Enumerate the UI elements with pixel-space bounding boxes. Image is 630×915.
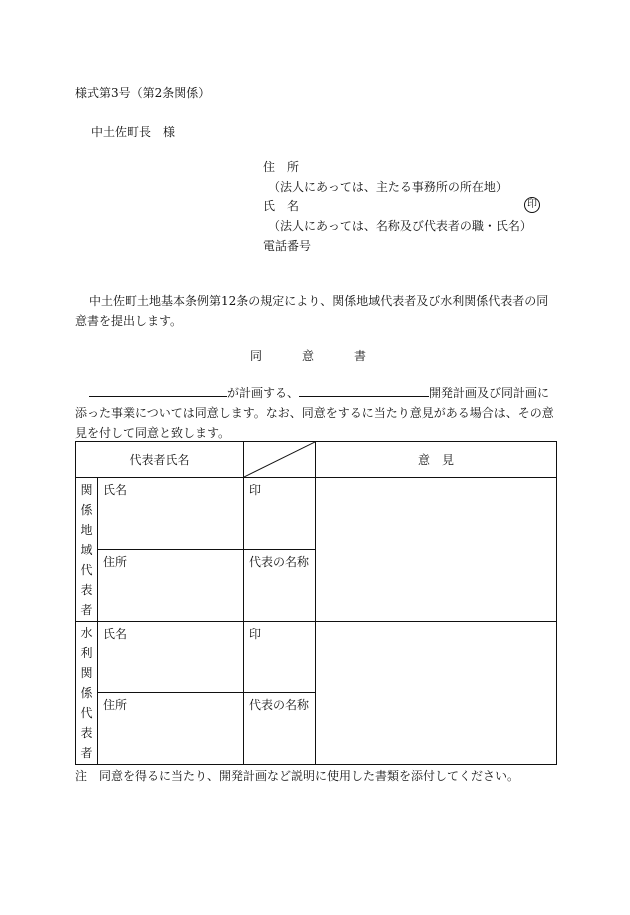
consent-paragraph (75, 383, 557, 443)
consent-table (75, 441, 557, 765)
seal-label: 印 (249, 483, 262, 497)
address-cell[interactable] (98, 550, 244, 622)
rep-title-cell[interactable] (244, 550, 316, 622)
section-label-cell (76, 478, 98, 622)
address-cell[interactable] (98, 693, 244, 765)
name-cell[interactable] (98, 478, 244, 550)
table-header-row (76, 442, 557, 478)
footnote: 注 同意を得るに当たり、開発計画など説明に使用した書類を添付してください。 (75, 769, 520, 783)
opinion-cell[interactable] (316, 478, 557, 622)
seal-cell[interactable] (244, 622, 316, 693)
section-label: 水利関係代表者 (80, 626, 93, 760)
addressee: 中土佐町長 様 (91, 125, 176, 139)
seal-icon: 印 (524, 197, 540, 213)
seal-cell[interactable] (244, 478, 316, 550)
address-label: 住所 (103, 555, 128, 569)
address-label: 住所 (103, 698, 128, 712)
table-row (76, 478, 557, 550)
applicant-name-label: 氏 名 (263, 199, 300, 213)
section-label-cell (76, 622, 98, 765)
form-number: 様式第3号（第2条関係） (75, 86, 211, 100)
applicant-name-note: （法人にあっては、名称及び代表者の職・氏名） (268, 219, 532, 233)
header-opinion: 意 見 (316, 442, 557, 478)
section-label: 関係地域代表者 (80, 482, 93, 617)
planner-blank (89, 384, 227, 397)
consent-text-part2: 開発計画及び同計画に添った事業については同意します。なお、同意をするに当たり意見がある場合は、その意見を付して同意と致します。 (75, 386, 554, 440)
rep-title-cell[interactable] (244, 693, 316, 765)
intro-paragraph: 中土佐町土地基本条例第12条の規定により、関係地域代表者及び水利関係代表者の同意書を提出します。 (75, 294, 549, 328)
name-label: 氏名 (103, 627, 128, 641)
opinion-cell[interactable] (316, 622, 557, 765)
header-diagonal-cell (244, 442, 316, 478)
rep-title-label: 代表の名称 (249, 698, 310, 712)
seal-label: 印 (249, 627, 262, 641)
name-cell[interactable] (98, 622, 244, 693)
consent-text-part1: が計画する、 (227, 386, 300, 400)
diagonal-line (244, 442, 315, 477)
table-row (76, 622, 557, 693)
applicant-address-label: 住 所 (263, 160, 300, 174)
document-title: 同 意 書 (249, 349, 380, 363)
name-label: 氏名 (103, 483, 128, 497)
header-representative: 代表者氏名 (76, 442, 244, 478)
applicant-phone-label: 電話番号 (263, 239, 312, 253)
applicant-address-note: （法人にあっては、主たる事務所の所在地） (268, 180, 508, 194)
plan-name-blank (299, 384, 429, 397)
rep-title-label: 代表の名称 (249, 555, 310, 569)
